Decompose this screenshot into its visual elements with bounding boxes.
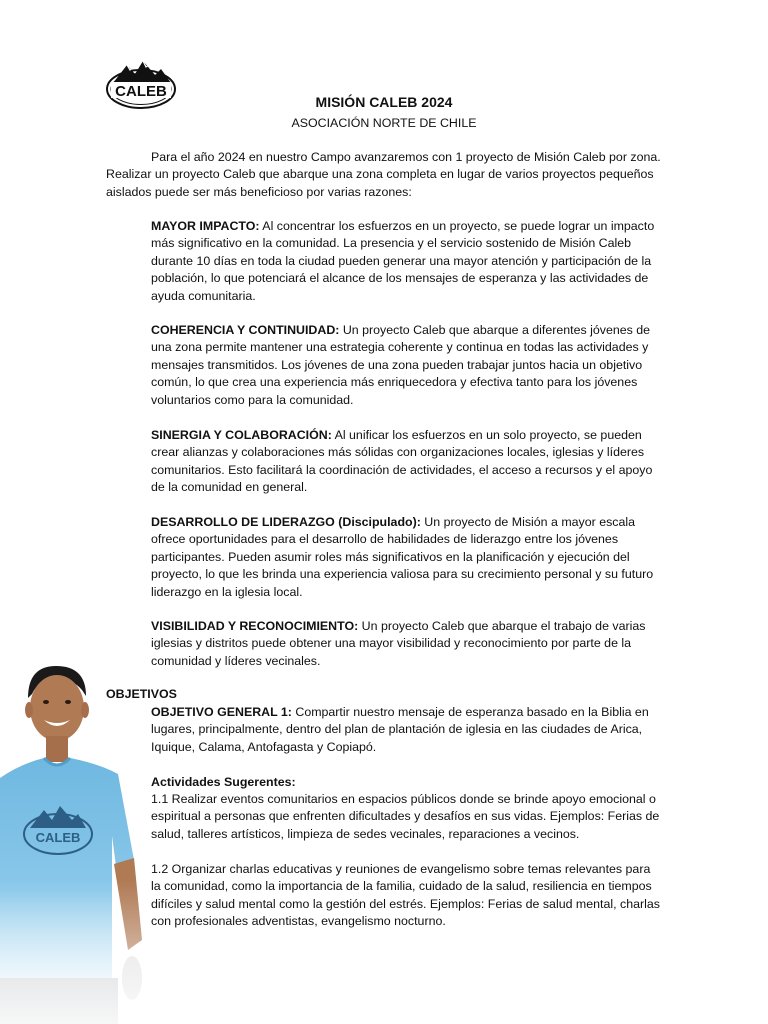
section-label: SINERGIA Y COLABORACIÓN: [151, 428, 332, 442]
section-label: VISIBILIDAD Y RECONOCIMIENTO: [151, 619, 359, 633]
section-label: MAYOR IMPACTO: [151, 219, 260, 233]
objective-general [151, 704, 663, 756]
intro-paragraph: Para el año 2024 en nuestro Campo avanzaremos con 1 proyecto de Misión Caleb por zona. Realizar un proyecto Caleb que abarque una zona completa en lugar de varios proyectos pequeños aislados puede ser más beneficioso por varias razones: [106, 150, 661, 199]
section-sinergia [151, 427, 663, 497]
logo-text: CALEB [115, 83, 167, 100]
section-text: Un proyecto de Misión a mayor escala ofrece oportunidades para el desarrollo de habilidades de liderazgo entre los jóvenes participantes. Pueden asumir roles más significativos en la planificación y ejecución del proyecto, lo que les brinda una experiencia valiosa para su crecimiento personal y su futuro liderazgo en la iglesia local. [151, 515, 654, 599]
section-visibilidad [151, 618, 663, 670]
objectives-heading: OBJETIVOS [106, 687, 177, 701]
objective-label: OBJETIVO GENERAL 1: [151, 705, 292, 719]
page-subtitle: ASOCIACIÓN NORTE DE CHILE [291, 116, 477, 130]
section-text: Al concentrar los esfuerzos en un proyecto, se puede lograr un impacto más significativo en la comunidad. La presencia y el servicio sostenido de Misión Caleb durante 10 días en toda la ciudad pueden generar una mayor atención y participación de la población, lo que potenciará el alcance de los mensajes de esperanza y las actividades de ayuda comunitaria. [151, 219, 655, 303]
section-liderazgo [151, 514, 663, 601]
shirt-logo-text: CALEB [35, 830, 81, 845]
section-text: Al unificar los esfuerzos en un solo proyecto, se pueden crear alianzas y colaboraciones más sólidas con organizaciones locales, iglesias y líderes comunitarios. Esto facilitará la coordinación de actividades, el acceso a recursos y el apoyo de la comunidad en general. [151, 428, 653, 495]
page-title: MISIÓN CALEB 2024 [315, 94, 453, 110]
activity-1-2: 1.2 Organizar charlas educativas y reuniones de evangelismo sobre temas relevantes para la comunidad, como la importancia de la familia, cuidado de la salud, resiliencia en tiempos difíciles y salud mental como la gestión del estrés. Ejemplos: Ferias de salud mental, charlas con profesionales adventistas, evangelismo nocturno. [151, 862, 660, 929]
section-mayor-impacto [151, 218, 663, 305]
objective-text: Compartir nuestro mensaje de esperanza basado en la Biblia en lugares, principalmente, dentro del plan de plantación de iglesia en las ciudades de Arica, Iquique, Calama, Antofagasta y Copiapó. [151, 705, 649, 754]
section-label: DESARROLLO DE LIDERAZGO (Discipulado): [151, 515, 421, 529]
section-label: COHERENCIA Y CONTINUIDAD: [151, 323, 340, 337]
activities-heading: Actividades Sugerentes: [151, 775, 296, 789]
section-text: Un proyecto Caleb que abarque a diferentes jóvenes de una zona permite mantener una estrategia coherente y continua en todas las actividades y mensajes transmitidos. Los jóvenes de una zona pueden trabajar juntos hacia un objetivo común, lo que crea una experiencia más enriquecedora y efectiva tanto para los jóvenes voluntarios como para la comunidad. [151, 323, 651, 407]
section-text: Un proyecto Caleb que abarque el trabajo de varias iglesias y distritos puede obtener una mayor visibilidad y reconocimiento por parte de la comunidad y líderes vecinales. [151, 619, 646, 668]
volunteer-photo [0, 660, 150, 1024]
activity-1-1: 1.1 Realizar eventos comunitarios en espacios públicos donde se brinde apoyo emocional o espiritual a personas que enfrenten dificultades y desafíos en sus vidas. Ejemplos: Ferias de salud, talleres artísticos, limpieza de sedes vecinales, reparaciones a vecinos. [151, 792, 660, 841]
section-coherencia [151, 322, 663, 409]
